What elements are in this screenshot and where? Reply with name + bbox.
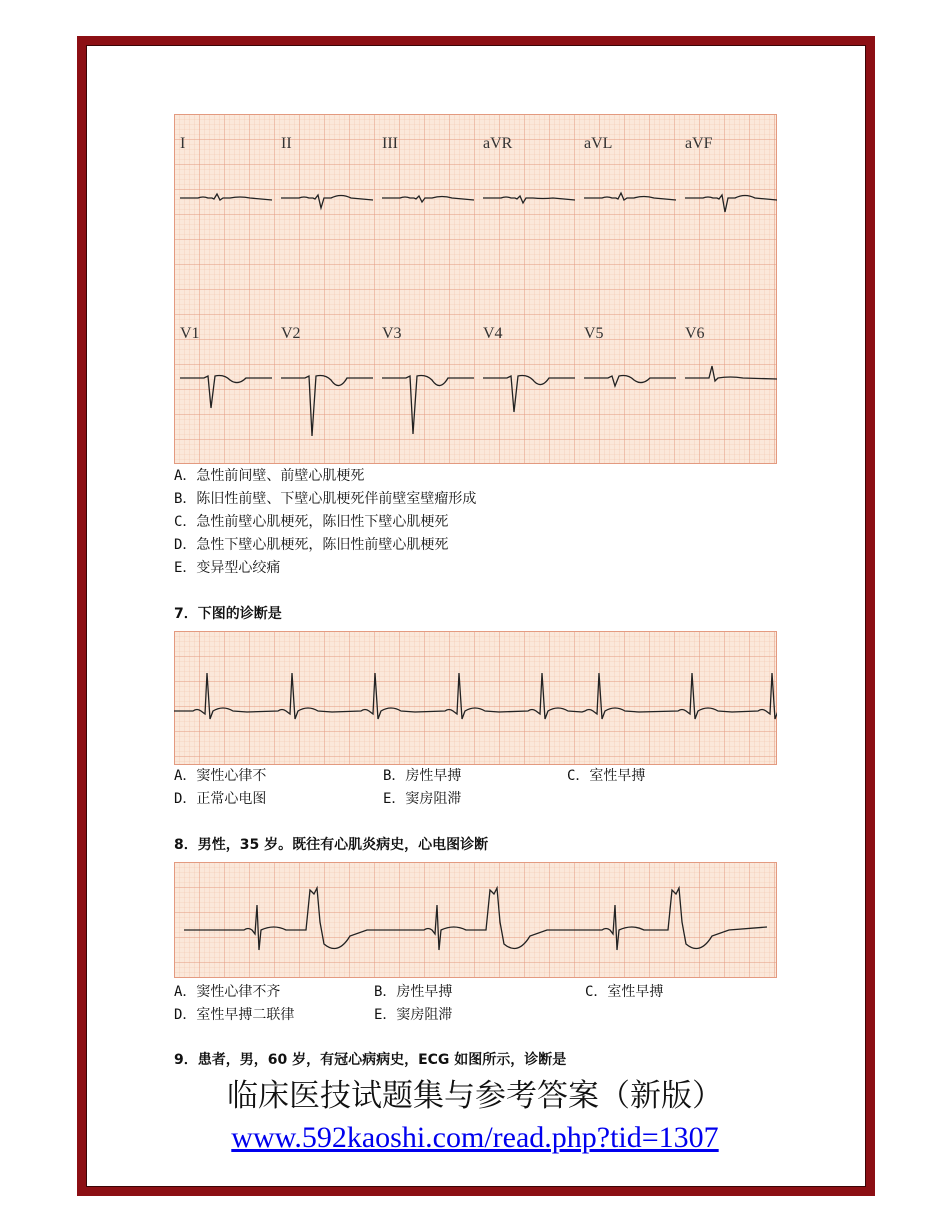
lead-label-avl: aVL [584,135,613,152]
lead-label-v6: V6 [685,325,705,342]
lead-label-avr: aVR [483,135,513,152]
ecg-12-lead-figure [174,114,777,464]
q7-option-d[interactable]: D．正常心电图 [174,791,267,807]
lead-label-v4: V4 [483,325,503,342]
q6-option-b[interactable]: B．陈旧性前壁、下壁心肌梗死伴前壁室壁瘤形成 [174,491,477,507]
q7-title: 7．下图的诊断是 [174,606,282,622]
q8-option-b[interactable]: B．房性早搏 [374,984,453,1000]
q7-option-e[interactable]: E．窦房阻滞 [383,791,462,807]
q8-option-d[interactable]: D．室性早搏二联律 [174,1007,295,1023]
footer-link[interactable]: www.592kaoshi.com/read.php?tid=1307 [231,1121,719,1154]
lead-label-i: I [180,135,186,152]
q9-title: 9．患者，男，60 岁，有冠心病病史，ECG 如图所示，诊断是 [174,1052,567,1068]
q6-option-e[interactable]: E．变异型心绞痛 [174,560,281,576]
lead-label-v2: V2 [281,325,301,342]
q6-option-a[interactable]: A．急性前间壁、前壁心肌梗死 [174,468,365,484]
q8-option-e[interactable]: E．窦房阻滞 [374,1007,453,1023]
ecg-rhythm-strip-q7 [174,631,777,765]
q7-option-a[interactable]: A．窦性心律不 [174,768,267,784]
lead-label-v1: V1 [180,325,200,342]
lead-label-ii: II [281,135,292,152]
q8-title: 8．男性，35 岁。既往有心肌炎病史，心电图诊断 [174,837,489,853]
lead-label-v5: V5 [584,325,604,342]
q6-option-c[interactable]: C．急性前壁心肌梗死，陈旧性下壁心肌梗死 [174,514,449,530]
q8-option-a[interactable]: A．窦性心律不齐 [174,984,281,1000]
lead-label-iii: III [382,135,398,152]
q7-option-c[interactable]: C．室性早搏 [567,768,646,784]
q7-option-b[interactable]: B．房性早搏 [383,768,462,784]
q6-option-d[interactable]: D．急性下壁心肌梗死，陈旧性前壁心肌梗死 [174,537,449,553]
footer-title: 临床医技试题集与参考答案（新版） [227,1078,723,1114]
lead-label-v3: V3 [382,325,402,342]
q8-option-c[interactable]: C．室性早搏 [585,984,664,1000]
lead-label-avf: aVF [685,135,713,152]
ecg-rhythm-strip-q8 [174,862,777,978]
